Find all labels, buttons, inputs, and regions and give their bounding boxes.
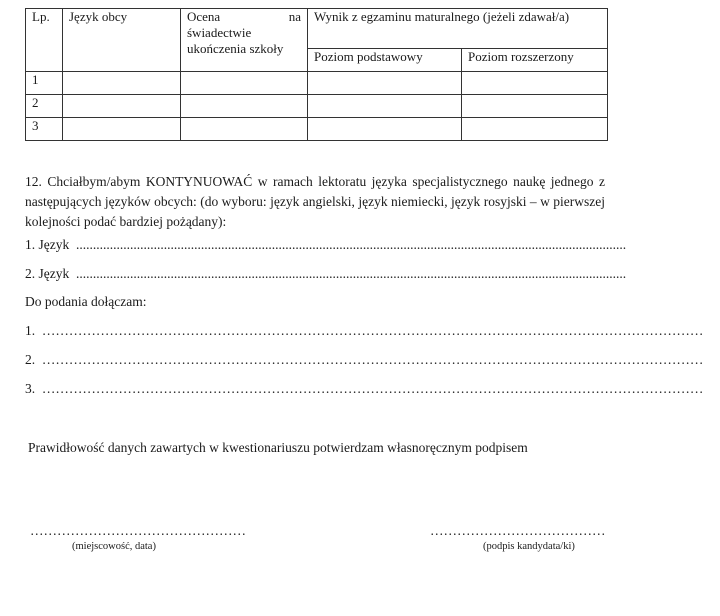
row-number: 1 xyxy=(26,72,63,95)
candidate-signature-line[interactable]: ………………………………… xyxy=(430,523,606,538)
place-date-caption: (miejscowość, data) xyxy=(72,541,156,552)
candidate-signature-caption: (podpis kandydata/ki) xyxy=(483,541,575,552)
header-lp: Lp. xyxy=(26,9,63,72)
fill-dots: ................................................................................................................................................................... xyxy=(72,266,627,281)
language-cell[interactable] xyxy=(63,95,181,118)
header-matura-result: Wynik z egzaminu maturalnego (jeżeli zdawał/a) xyxy=(308,9,608,49)
language-choice-2-label: 2. Język xyxy=(25,266,70,281)
attachment-3-label: 3. xyxy=(25,381,36,396)
attachment-1-line[interactable] xyxy=(25,323,704,339)
row-number: 2 xyxy=(26,95,63,118)
basic-level-cell[interactable] xyxy=(308,95,462,118)
grade-cell[interactable] xyxy=(181,95,308,118)
table-header-row xyxy=(26,9,608,49)
language-choice-1-line[interactable] xyxy=(25,237,627,253)
extended-level-cell[interactable] xyxy=(462,72,608,95)
attachment-3-line[interactable] xyxy=(25,381,704,397)
attachment-2-label: 2. xyxy=(25,352,36,367)
grade-cell[interactable] xyxy=(181,118,308,141)
table-row xyxy=(26,72,608,95)
fill-dots: ................................................................................................................................................................... xyxy=(72,237,627,252)
language-choice-2-line[interactable] xyxy=(25,266,627,282)
header-basic-level: Poziom podstawowy xyxy=(308,49,462,72)
header-language: Język obcy xyxy=(63,9,181,72)
place-date-signature-line[interactable]: ………………………………………… xyxy=(30,523,246,538)
attachment-1-label: 1. xyxy=(25,323,36,338)
basic-level-cell[interactable] xyxy=(308,118,462,141)
attachment-2-line[interactable] xyxy=(25,352,704,368)
language-cell[interactable] xyxy=(63,118,181,141)
language-choice-1-label: 1. Język xyxy=(25,237,70,252)
header-extended-level: Poziom rozszerzony xyxy=(462,49,608,72)
extended-level-cell[interactable] xyxy=(462,95,608,118)
section-12-text: 12. Chciałbym/abym KONTYNUOWAĆ w ramach lektoratu języka specjalistycznego naukę jednego z następujących języków obcych: (do wyboru: język angielski, język niemiecki, język rosyjski – w pierwszej kolejności podać bardziej pożądany): xyxy=(25,174,605,229)
fill-dots: ………………………………………………………………………………………………………………………………… xyxy=(38,352,704,367)
fill-dots: ………………………………………………………………………………………………………………………………… xyxy=(38,323,704,338)
language-grades-table xyxy=(25,8,608,141)
fill-dots: ………………………………………………………………………………………………………………………………… xyxy=(38,381,704,396)
grade-cell[interactable] xyxy=(181,72,308,95)
extended-level-cell[interactable] xyxy=(462,118,608,141)
row-number: 3 xyxy=(26,118,63,141)
table-row xyxy=(26,118,608,141)
basic-level-cell[interactable] xyxy=(308,72,462,95)
table-row xyxy=(26,95,608,118)
header-school-grade: Ocena na świadectwie ukończenia szkoły xyxy=(181,9,308,72)
language-cell[interactable] xyxy=(63,72,181,95)
confirmation-statement: Prawidłowość danych zawartych w kwestionariuszu potwierdzam własnoręcznym podpisem xyxy=(28,440,528,455)
attachments-title: Do podania dołączam: xyxy=(25,294,147,309)
